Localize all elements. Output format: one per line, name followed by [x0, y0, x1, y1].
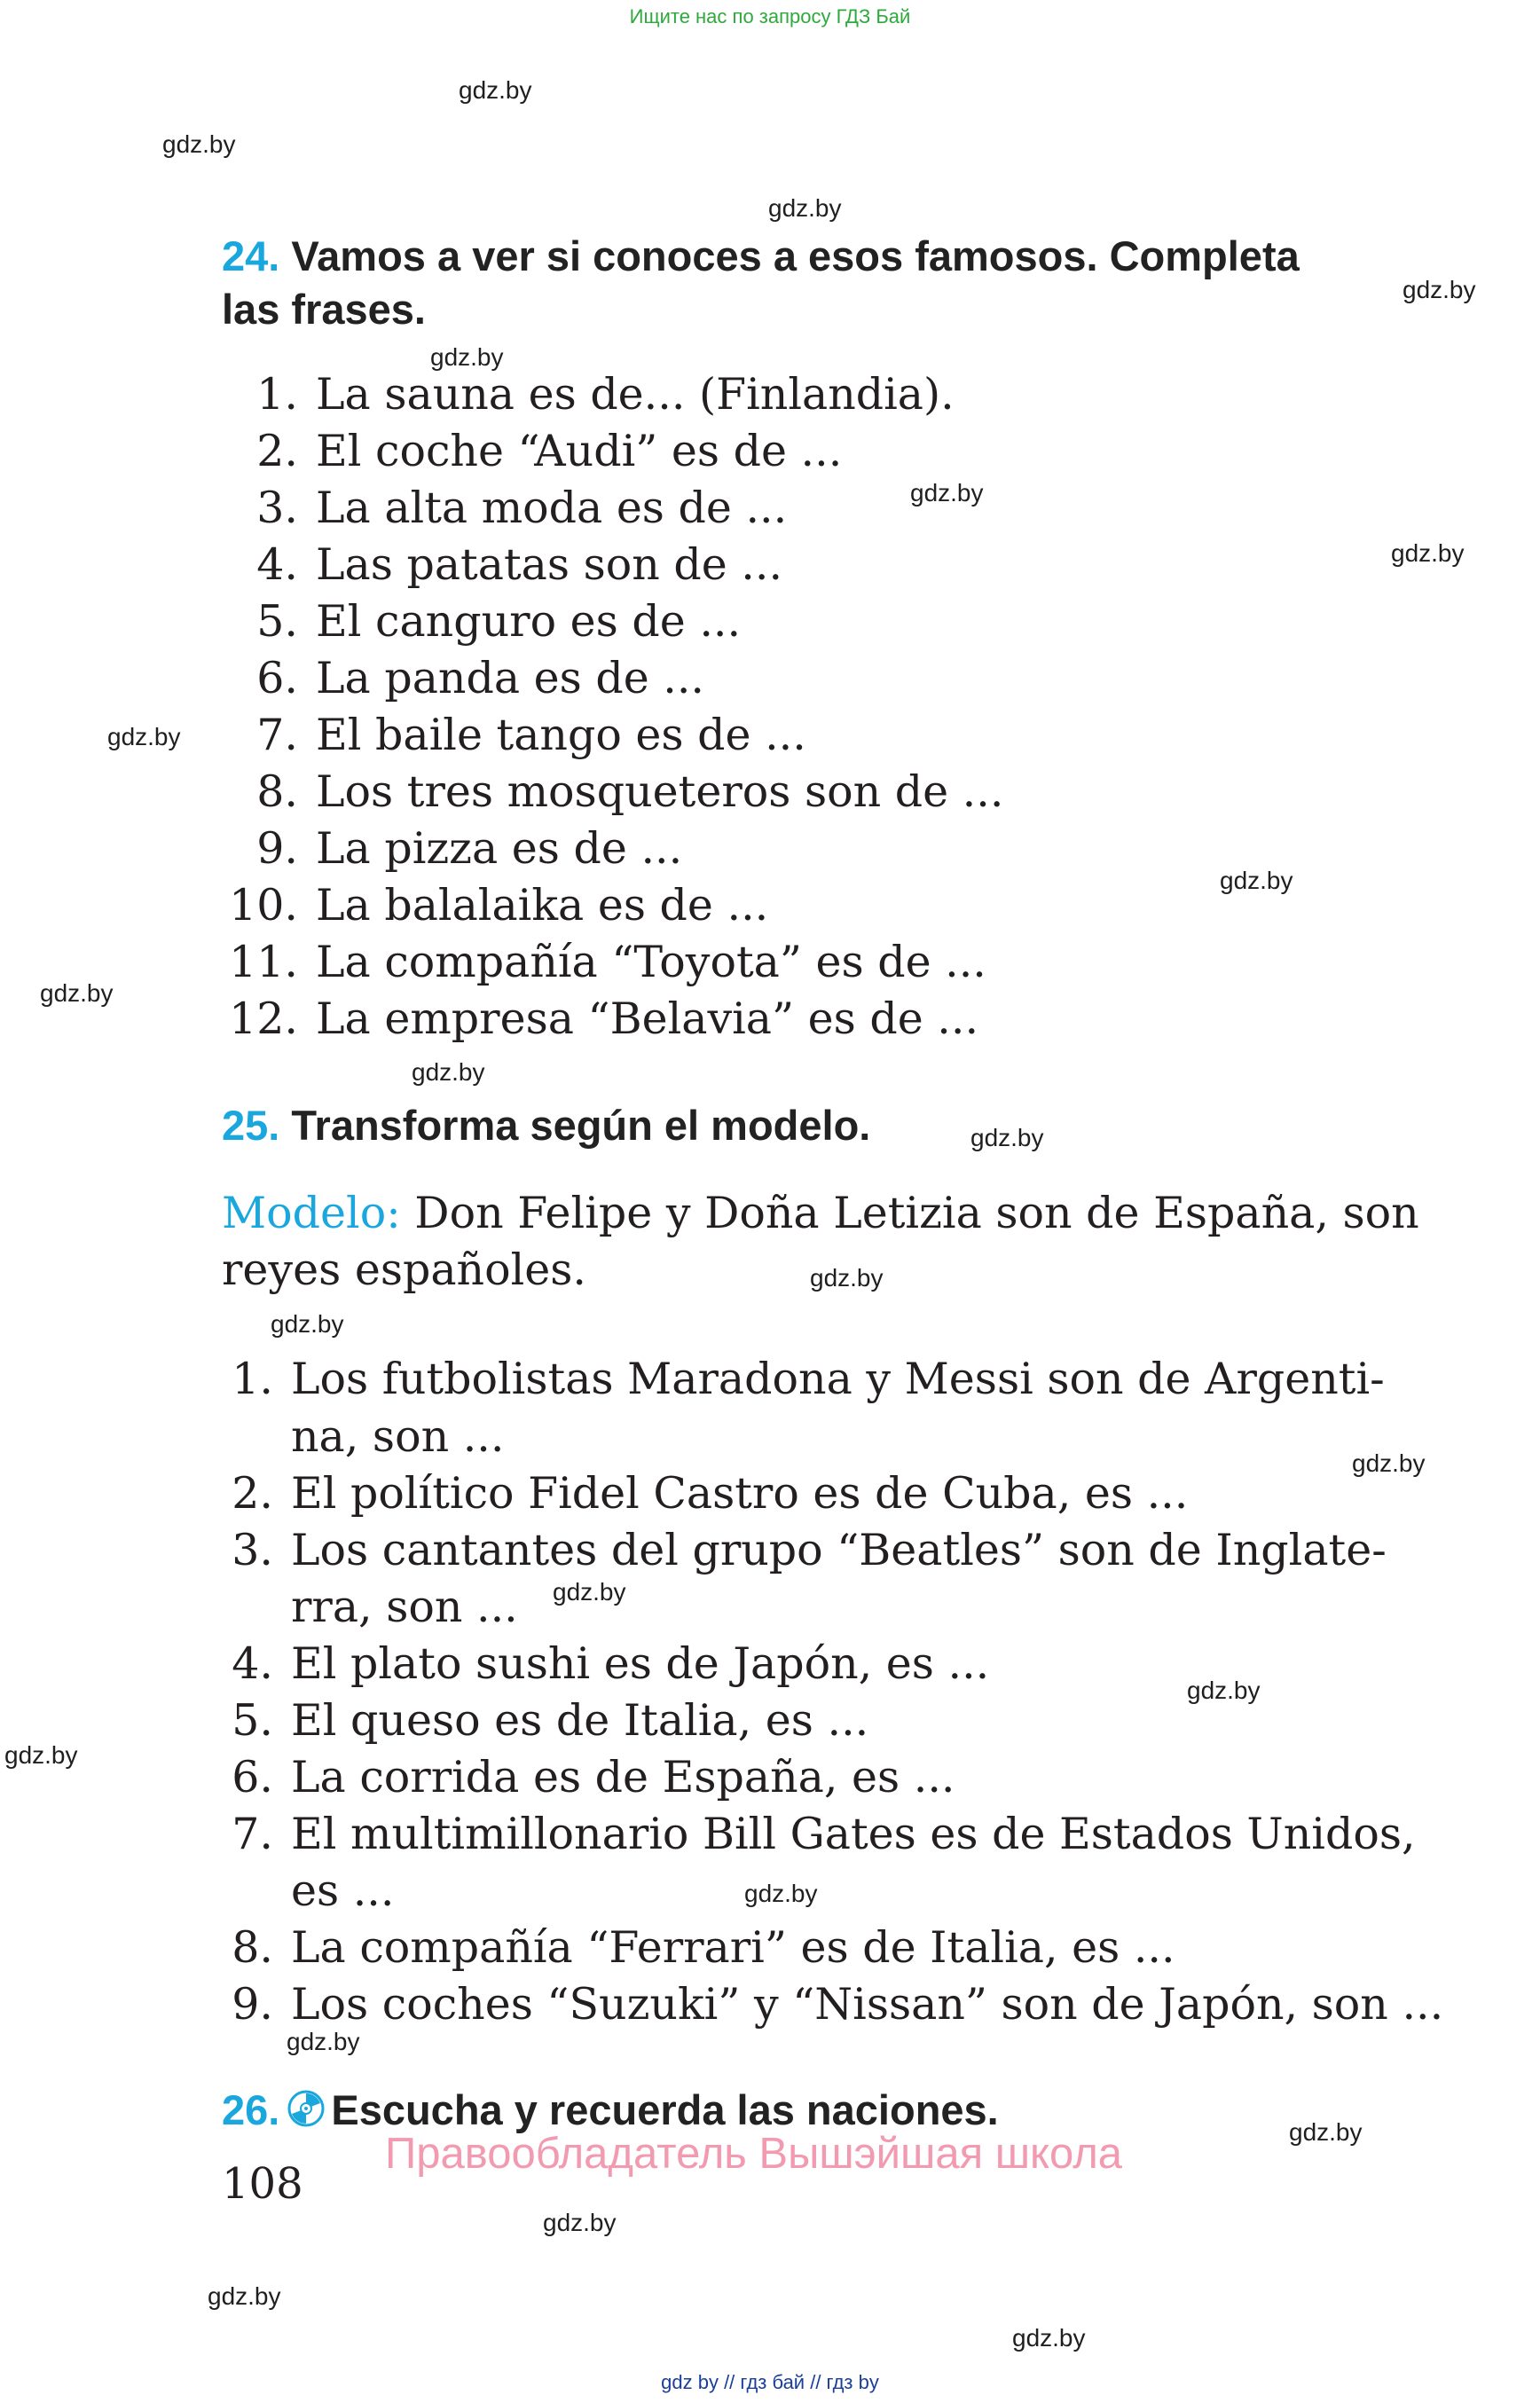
item-text: El canguro es de ...	[316, 596, 742, 647]
item-number: 7.	[232, 1809, 273, 1859]
item-text: El político Fidel Castro es de Cuba, es ...	[291, 1468, 1189, 1519]
exercise-24-title	[222, 229, 1300, 284]
exercise-24-item	[222, 368, 955, 421]
exercise-24-title-line1: Vamos a ver si conoces a esos famosos. Completa	[291, 232, 1300, 279]
item-number: 11.	[229, 937, 298, 987]
top-banner[interactable]: Ищите нас по запросу ГДЗ Бай	[629, 5, 911, 27]
item-text: La compañía “Ferrari” es de Italia, es ...	[291, 1922, 1175, 1973]
item-text: Las patatas son de ...	[316, 539, 783, 590]
item-text: El multimillonario Bill Gates es de Estados Unidos,	[291, 1809, 1416, 1859]
watermark: gdz.by	[287, 2028, 360, 2055]
item-text: La empresa “Belavia” es de ...	[316, 993, 979, 1044]
item-number: 1.	[232, 1354, 273, 1404]
item-number: 6.	[256, 653, 298, 703]
exercise-25-item	[222, 1524, 1387, 1577]
watermark: gdz.by	[553, 1578, 626, 1606]
item-text: La pizza es de ...	[316, 823, 683, 874]
item-text: La balalaika es de ...	[316, 880, 769, 931]
watermark: gdz.by	[208, 2282, 281, 2310]
watermark: gdz.by	[162, 130, 236, 158]
watermark: gdz.by	[1352, 1449, 1426, 1477]
copyright-notice: Правообладатель Вышэйшая школа	[385, 2130, 1123, 2178]
item-text: La compañía “Toyota” es de ...	[316, 937, 986, 987]
item-number: 8.	[256, 766, 298, 817]
watermark: gdz.by	[412, 1058, 485, 1086]
watermark: gdz.by	[1187, 1677, 1261, 1704]
item-text: Los futbolistas Maradona y Messi son de Argenti-	[291, 1354, 1385, 1404]
item-number: 12.	[229, 993, 298, 1044]
watermark: gdz.by	[1289, 2118, 1363, 2146]
exercise-24-item	[222, 822, 682, 876]
exercise-24-item	[222, 936, 986, 989]
exercise-25-item-continuation: rra, son ...	[291, 1582, 518, 1632]
exercise-26-title-text: Escucha y recuerda las naciones.	[331, 2086, 999, 2133]
exercise-25-item	[222, 1751, 955, 1804]
exercise-25-item	[222, 1637, 989, 1691]
item-number: 4.	[232, 1638, 273, 1689]
item-number: 6.	[232, 1752, 273, 1802]
item-number: 5.	[256, 596, 298, 647]
model-line1: Don Felipe y Doña Letizia son de España, son	[414, 1188, 1419, 1238]
exercise-24-title-line2: las frases.	[222, 286, 426, 333]
item-text: La sauna es de... (Finlandia).	[316, 369, 955, 420]
exercise-25-item	[222, 1808, 1416, 1861]
item-number: 2.	[232, 1468, 273, 1519]
watermark: gdz.by	[543, 2209, 617, 2236]
model-line2: reyes españoles.	[222, 1245, 586, 1295]
exercise-25-item	[222, 1467, 1188, 1520]
exercise-25-item	[222, 1353, 1385, 1406]
exercise-24-item	[222, 993, 978, 1046]
exercise-24-item	[222, 425, 842, 478]
model-label: Modelo:	[222, 1188, 401, 1238]
item-number: 9.	[256, 823, 298, 874]
exercise-25-item-continuation: es ...	[291, 1865, 395, 1916]
item-text: La corrida es de España, es ...	[291, 1752, 955, 1802]
item-number: 5.	[232, 1695, 273, 1746]
item-text: Los tres mosqueteros son de ...	[316, 766, 1004, 817]
item-text: Los cantantes del grupo “Beatles” son de Inglate-	[291, 1525, 1387, 1575]
exercise-24-item	[222, 482, 787, 535]
watermark: gdz.by	[970, 1124, 1044, 1151]
watermark: gdz.by	[1220, 867, 1293, 894]
watermark: gdz.by	[768, 194, 842, 222]
watermark: gdz.by	[40, 979, 114, 1007]
watermark: gdz.by	[459, 76, 532, 104]
exercise-24-item	[222, 538, 782, 592]
exercise-25-number: 25.	[222, 1102, 280, 1149]
watermark: gdz.by	[107, 723, 181, 750]
audio-cd-icon[interactable]	[287, 2086, 326, 2141]
exercise-24-item	[222, 766, 1003, 819]
item-number: 4.	[256, 539, 298, 590]
item-number: 2.	[256, 426, 298, 476]
exercise-25-title	[222, 1098, 870, 1153]
item-number: 10.	[229, 880, 298, 931]
exercise-26-number: 26.	[222, 2086, 280, 2133]
item-text: El queso es de Italia, es ...	[291, 1695, 869, 1746]
bottom-banner[interactable]: gdz by // гдз бай // гдз by	[661, 2371, 879, 2393]
item-text: La panda es de ...	[316, 653, 705, 703]
exercise-24-item	[222, 595, 741, 648]
watermark: gdz.by	[430, 343, 504, 371]
watermark: gdz.by	[910, 479, 984, 507]
exercise-25-item-continuation: na, son ...	[291, 1411, 505, 1462]
exercise-25-item	[222, 1978, 1443, 2031]
watermark: gdz.by	[271, 1310, 344, 1338]
exercise-24-item	[222, 652, 704, 705]
exercise-25-title-text: Transforma según el modelo.	[291, 1102, 871, 1149]
item-text: El plato sushi es de Japón, es ...	[291, 1638, 990, 1689]
exercise-24-item	[222, 879, 768, 932]
watermark: gdz.by	[810, 1264, 884, 1292]
item-number: 7.	[256, 710, 298, 760]
item-number: 3.	[232, 1525, 273, 1575]
watermark: gdz.by	[1402, 276, 1476, 303]
page-number: 108	[222, 2159, 303, 2209]
watermark: gdz.by	[1012, 2324, 1086, 2352]
model-example	[222, 1187, 1419, 1240]
item-text: El baile tango es de ...	[316, 710, 806, 760]
item-number: 3.	[256, 483, 298, 533]
item-text: Los coches “Suzuki” y “Nissan” son de Japón, son ...	[291, 1979, 1444, 2030]
item-number: 9.	[232, 1979, 273, 2030]
exercise-24-number: 24.	[222, 232, 280, 279]
watermark: gdz.by	[744, 1880, 818, 1907]
exercise-24-item	[222, 709, 806, 762]
watermark: gdz.by	[1391, 539, 1465, 567]
item-number: 1.	[256, 369, 298, 420]
item-number: 8.	[232, 1922, 273, 1973]
watermark: gdz.by	[4, 1741, 78, 1769]
item-text: La alta moda es de ...	[316, 483, 788, 533]
exercise-25-item	[222, 1921, 1175, 1975]
item-text: El coche “Audi” es de ...	[316, 426, 843, 476]
exercise-25-item	[222, 1694, 868, 1747]
